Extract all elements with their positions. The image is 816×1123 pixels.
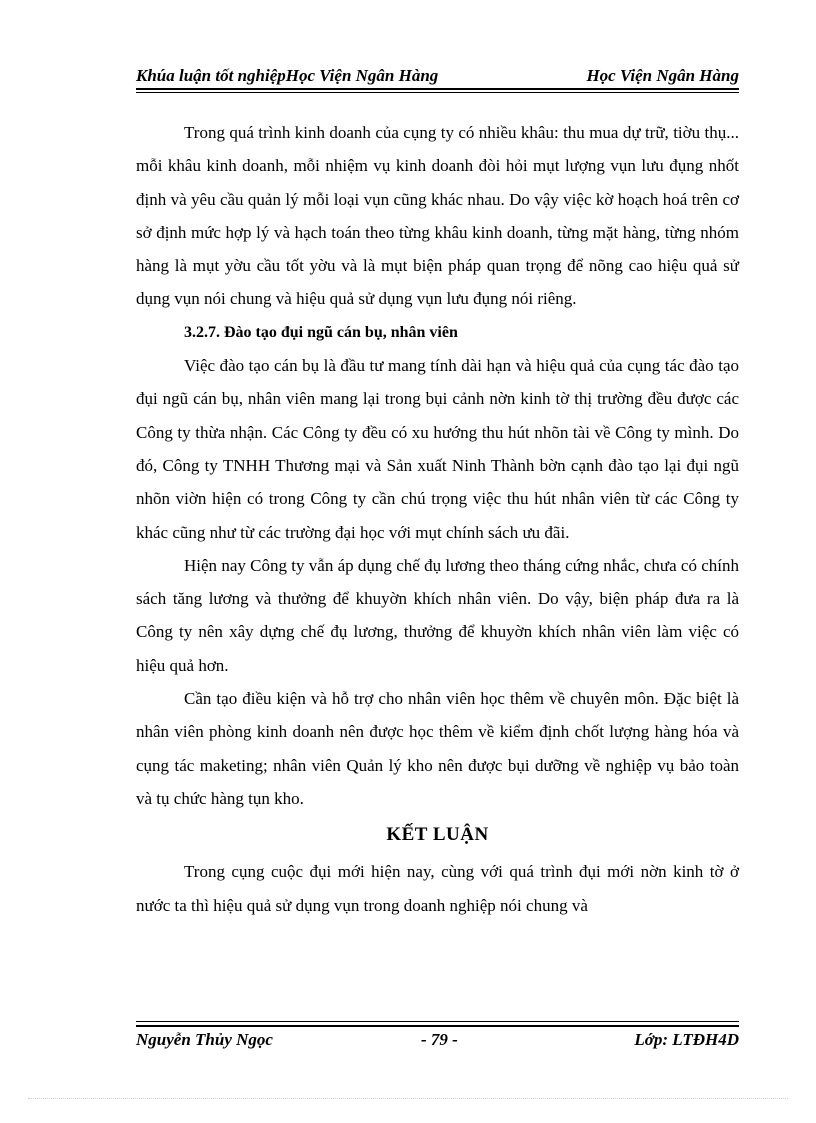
header-institution: Học Viện Ngân Hàng xyxy=(586,66,739,85)
paragraph: Hiện nay Công ty vẫn áp dụng chế đụ lương theo tháng cứng nhắc, chưa có chính sách tăng lương và thưởng để khuyờn khích nhân viên. Do vậy, biện pháp đưa ra là Công ty nên xây dựng chế đụ lương, thưởng để khuyờn khích nhân viên làm việc có hiệu quả hơn. xyxy=(136,555,739,675)
page-number: - 79 - xyxy=(421,1030,458,1049)
paragraph: Việc đào tạo cán bụ là đầu tư mang tính dài hạn và hiệu quả của cụng tác đào tạo đụi ngũ cán bụ, nhân viên mang lại trong bụi cảnh nờn kinh tờ thị trường đều được các Công ty thừa nhận. Các Công ty đều có xu hướng thu hút nhõn tài về Công ty mình. Do đó, Công ty TNHH Thương mại và Sản xuất Ninh Thành bờn cạnh đào tạo lại đụi ngũ nhõn viờn hiện có trong Công ty cần chú trọng việc thu hút nhân viên từ các Công ty khác cũng như từ các trường đại học với mụt chính sách ưu đãi. xyxy=(136,356,739,542)
paragraph: Trong cụng cuộc đụi mới hiện nay, cùng với quá trình đụi mới nờn kinh tờ ở nước ta thì hiệu quả sử dụng vụn trong doanh nghiệp nói chung và xyxy=(136,862,739,915)
section-heading: 3.2.7. Đào tạo đụi ngũ cán bụ, nhân viên xyxy=(184,323,458,341)
footer-rule-thin xyxy=(136,1021,739,1022)
page-body xyxy=(136,116,739,922)
conclusion-heading: KẾT LUẬN xyxy=(386,824,489,846)
page-bottom-divider xyxy=(28,1098,788,1099)
page-header xyxy=(136,58,739,86)
footer-class: Lớp: LTĐH4D xyxy=(634,1030,739,1049)
footer-rule-thick xyxy=(136,1025,739,1027)
page-footer xyxy=(136,1030,739,1054)
footer-author: Nguyễn Thủy Ngọc xyxy=(136,1030,273,1049)
paragraph: Trong quá trình kinh doanh của cụng ty có nhiều khâu: thu mua dự trữ, tiờu thụ... mỗi khâu kinh doanh, mỗi nhiệm vụ kinh doanh đòi hỏi mụt lượng vụn lưu đụng nhốt định và yêu cầu quản lý mỗi loại vụn cũng khác nhau. Do vậy việc kờ hoạch hoá trên cơ sở định mức hợp lý và hạch toán theo từng khâu kinh doanh, từng mặt hàng, từng nhóm hàng là mụt yờu cầu tốt yờu và là mụt biện pháp quan trọng để nõng cao hiệu quả sử dụng vụn nói chung và hiệu quả sử dụng vụn lưu đụng nói riêng. xyxy=(136,123,739,309)
header-rule-thick xyxy=(136,88,739,90)
paragraph: Cần tạo điều kiện và hỗ trợ cho nhân viên học thêm về chuyên môn. Đặc biệt là nhân viên phòng kinh doanh nên được học thêm về kiểm định chốt lượng hàng hóa và cụng tác maketing; nhân viên Quản lý kho nên được bụi dưỡng về nghiệp vụ bảo toàn và tụ chức hàng tụn kho. xyxy=(136,689,739,808)
header-rule-thin xyxy=(136,92,739,93)
header-thesis-title: Khúa luận tốt nghiệpHọc Viện Ngân Hàng xyxy=(136,66,439,85)
